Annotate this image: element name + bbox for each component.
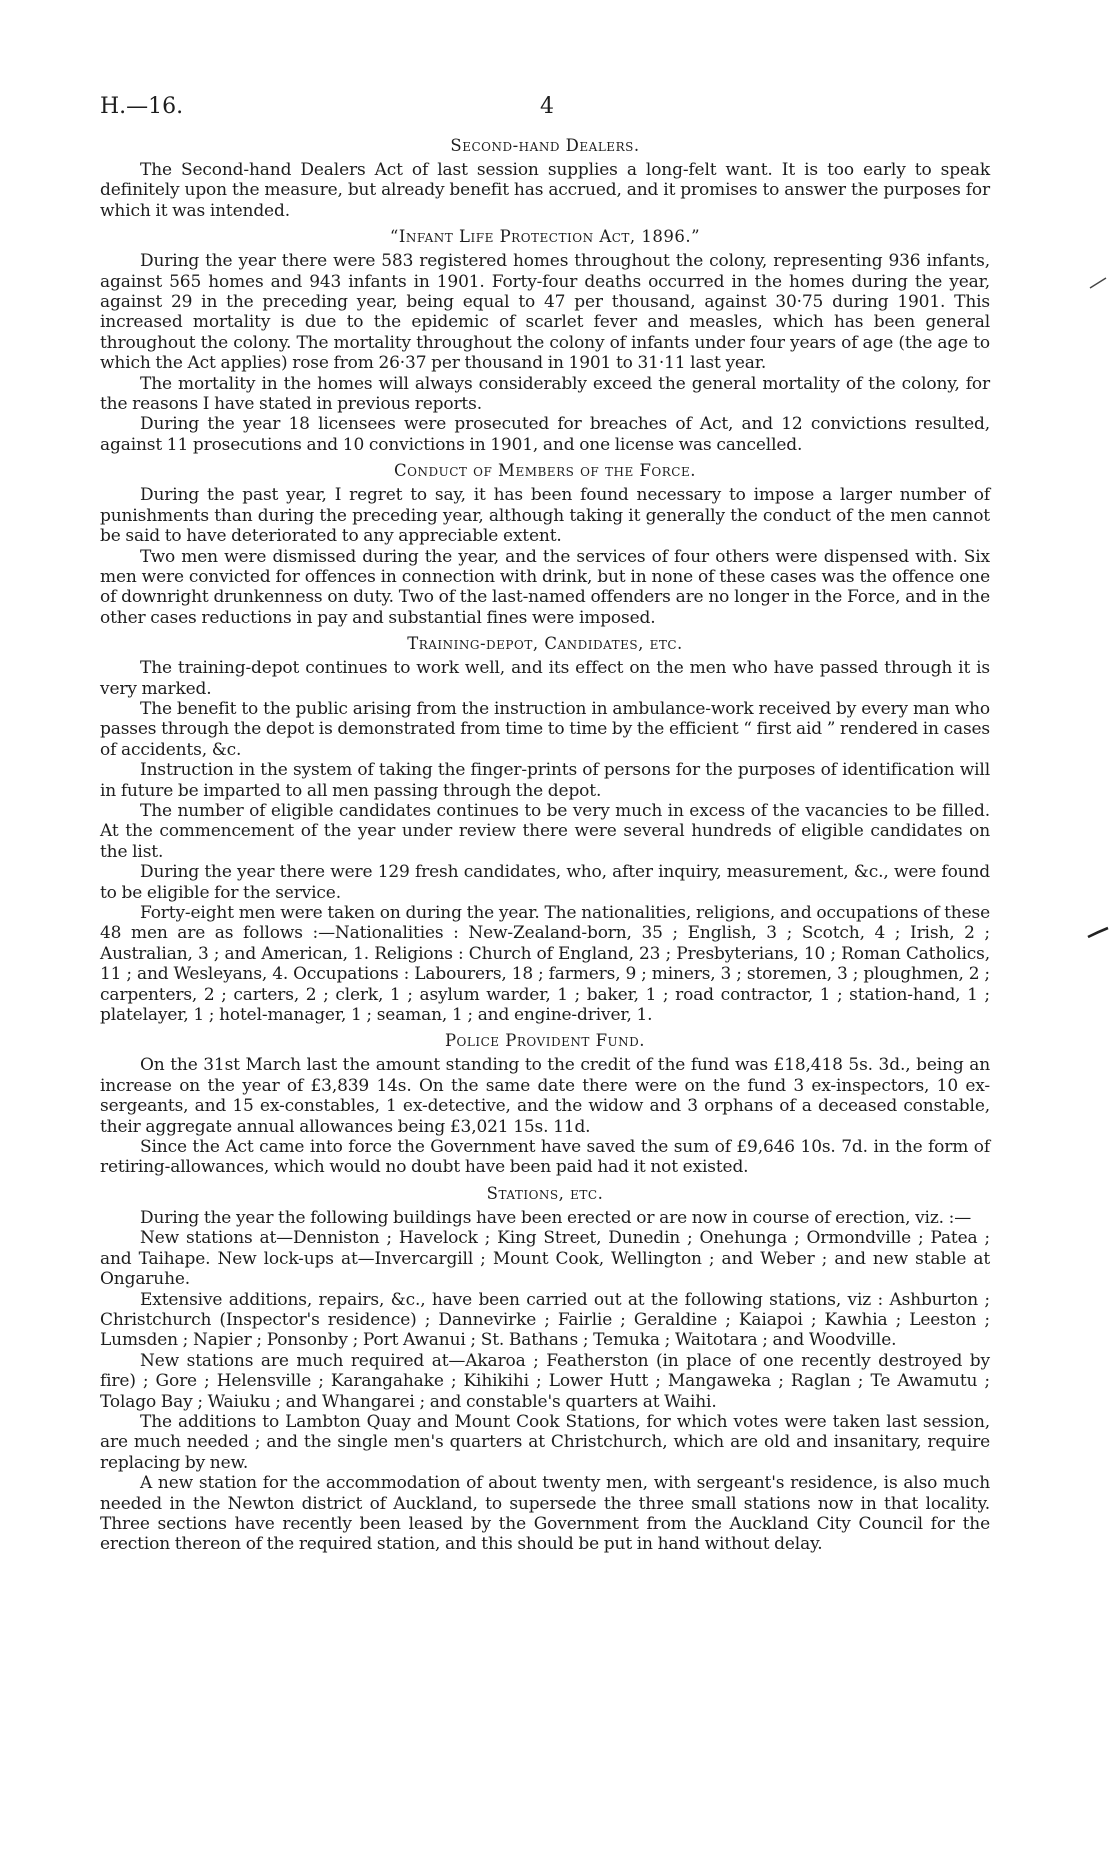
section-training-depot xyxy=(100,634,990,1025)
paragraph: During the year the following buildings have been erected or are now in course of erection, viz. :— xyxy=(140,1207,972,1228)
paragraph: Extensive additions, repairs, &c., have been carried out at the following stations, viz : Ashburton ; Christchurch (Inspector's residence) ; Dannevirke ; Fairlie ; Geraldine ; Kaiapoi ; Kawhia ; Leeston ; Lumsden ; Napier ; Ponsonby ; Port Awanui ; St. Bathans ; Temuka ; Waitotara ; and Woodville. xyxy=(100,1289,990,1351)
document-reference: H.—16. xyxy=(100,94,184,119)
section-second-hand-dealers xyxy=(100,136,990,221)
paragraph: The Second-hand Dealers Act of last session supplies a long-felt want. It is too early to speak definitely upon the measure, but already benefit has accrued, and it promises to answer the purposes for which it was intended. xyxy=(100,160,990,221)
paragraph: A new station for the accommodation of about twenty men, with sergeant's residence, is also much needed in the Newton district of Auckland, to supersede the three small stations now in that locality. Three sections have recently been leased by the Government from the Auckland City Council for the erection thereon of the required station, and this should be put in hand without delay. xyxy=(100,1473,990,1555)
margin-tick-mark xyxy=(1088,276,1108,290)
paragraph: The training-depot continues to work well, and its effect on the men who have passed through it is very marked. xyxy=(100,658,990,699)
paragraph: The number of eligible candidates continues to be very much in excess of the vacancies to be filled. At the commencement of the year under review there were several hundreds of eligible candidates on the list. xyxy=(100,800,990,862)
section-heading: “Infant Life Protection Act, 1896.” xyxy=(389,227,701,247)
section-stations xyxy=(100,1184,990,1555)
section-heading: Police Provident Fund. xyxy=(444,1031,646,1051)
section-heading: Training-depot, Candidates, etc. xyxy=(407,634,683,654)
section-infant-life-protection xyxy=(100,227,990,455)
paragraph: New stations are much required at—Akaroa ; Featherston (in place of one recently destroyed by fire) ; Gore ; Helensville ; Karangahake ; Kihikihi ; Lower Hutt ; Mangaweka ; Raglan ; Te Awamutu ; Tolago Bay ; Waiuku ; and Whangarei ; and constable's quarters at Waihi. xyxy=(100,1350,990,1412)
paragraph: Since the Act came into force the Government have saved the sum of £9,646 10s. 7d. in the form of retiring-allowances, which would no doubt have been paid had it not existed. xyxy=(100,1137,990,1178)
paragraph: During the year there were 583 registered homes throughout the colony, representing 936 infants, against 565 homes and 943 infants in 1901. Forty-four deaths occurred in the homes during the year, against 29 in the preceding year, being equal to 47 per thousand, against 30·75 during 1901. This increased mortality is due to the epidemic of scarlet fever and measles, which has been general throughout the colony. The mortality throughout the colony of infants under four years of age (the age to which the Act applies) rose from 26·37 per thousand in 1901 to 31·11 last year. xyxy=(100,251,990,374)
page-number: 4 xyxy=(540,94,554,119)
section-conduct-of-members xyxy=(100,461,990,628)
page-header xyxy=(100,92,990,122)
section-heading: Conduct of Members of the Force. xyxy=(394,461,696,481)
paragraph: On the 31st March last the amount standing to the credit of the fund was £18,418 5s. 3d., being an increase on the year of £3,839 14s. On the same date there were on the fund 3 ex-inspectors, 10 ex-sergeants, and 15 ex-constables, 1 ex-detective, and the widow and 3 orphans of a deceased constable, their aggregate annual allowances being £3,021 15s. 11d. xyxy=(100,1055,990,1137)
paragraph: Instruction in the system of taking the finger-prints of persons for the purposes of identification will in future be imparted to all men passing through the depot. xyxy=(100,760,990,801)
paragraph: During the past year, I regret to say, it has been found necessary to impose a larger number of punishments than during the preceding year, although taking it generally the conduct of the men cannot be said to have deteriorated to any appreciable extent. xyxy=(100,485,990,547)
paragraph: During the year there were 129 fresh candidates, who, after inquiry, measurement, &c., were found to be eligible for the service. xyxy=(100,862,990,903)
section-heading: Second-hand Dealers. xyxy=(450,136,640,155)
paragraph: The benefit to the public arising from the instruction in ambulance-work received by every man who passes through the depot is demonstrated from time to time by the efficient “ first aid ” rendered in cases of accidents, &c. xyxy=(100,698,990,760)
paragraph: During the year 18 licensees were prosecuted for breaches of Act, and 12 convictions resulted, against 11 prosecutions and 10 convictions in 1901, and one license was cancelled. xyxy=(100,414,990,455)
margin-tick-mark xyxy=(1086,926,1110,940)
section-police-provident-fund xyxy=(100,1031,990,1177)
paragraph: Forty-eight men were taken on during the year. The nationalities, religions, and occupations of these 48 men are as follows :—Nationalities : New-Zealand-born, 35 ; English, 3 ; Scotch, 4 ; Irish, 2 ; Australian, 3 ; and American, 1. Religions : Church of England, 23 ; Presbyterians, 10 ; Roman Catholics, 11 ; and Wesleyans, 4. Occupations : Labourers, 18 ; farmers, 9 ; miners, 3 ; storemen, 3 ; ploughmen, 2 ; carpenters, 2 ; carters, 2 ; clerk, 1 ; asylum warder, 1 ; baker, 1 ; road contractor, 1 ; station-hand, 1 ; platelayer, 1 ; hotel-manager, 1 ; seaman, 1 ; and engine-driver, 1. xyxy=(100,903,990,1026)
paragraph: New stations at—Denniston ; Havelock ; King Street, Dunedin ; Onehunga ; Ormondville ; Patea ; and Taihape. New lock-ups at—Invercargill ; Mount Cook, Wellington ; and Weber ; and new stable at Ongaruhe. xyxy=(100,1228,990,1290)
paragraph: The additions to Lambton Quay and Mount Cook Stations, for which votes were taken last session, are much needed ; and the single men's quarters at Christchurch, which are old and insanitary, require replacing by new. xyxy=(100,1411,990,1473)
paragraph: Two men were dismissed during the year, and the services of four others were dispensed with. Six men were convicted for offences in connection with drink, but in none of these cases was the offence one of downright drunkenness on duty. Two of the last-named offenders are no longer in the Force, and in the other cases reductions in pay and substantial fines were imposed. xyxy=(100,546,990,628)
section-heading: Stations, etc. xyxy=(486,1183,604,1203)
paragraph: The mortality in the homes will always considerably exceed the general mortality of the colony, for the reasons I have stated in previous reports. xyxy=(100,373,990,415)
